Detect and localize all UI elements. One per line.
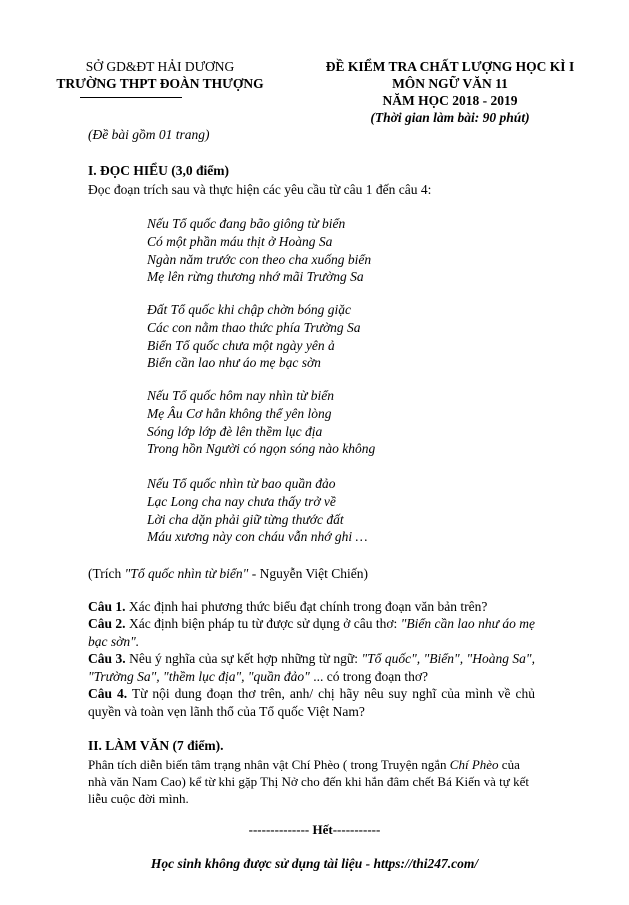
question-quote: "Tổ quốc", "Biển", "Hoàng Sa", "Trường Sa", "thềm lục địa", "quần đảo" bbox=[88, 651, 535, 684]
question-1: Câu 1. Xác định hai phương thức biểu đạt chính trong đoạn văn bản trên? bbox=[88, 599, 488, 614]
poem-line: Biển Tổ quốc chưa một ngày yên ả bbox=[147, 337, 335, 353]
poem-stanza-4 bbox=[147, 475, 367, 546]
question-label: Câu 3. bbox=[88, 651, 126, 666]
school-header bbox=[40, 58, 280, 92]
poem-line: Các con nằm thao thức phía Trường Sa bbox=[147, 319, 361, 335]
section2-title: II. LÀM VĂN (7 điểm). bbox=[88, 738, 224, 753]
poem-line: Mẹ lên rừng thương nhớ mãi Trường Sa bbox=[147, 269, 364, 285]
poem-line: Nếu Tổ quốc đang bão giông từ biển bbox=[147, 216, 346, 231]
question-label: Câu 2. bbox=[88, 616, 126, 631]
question-2: Câu 2. Xác định biện pháp tu từ được sử dụng ở câu thơ: "Biển cần lao như áo mẹ bạc sờn". bbox=[88, 616, 535, 649]
poem-line: Nếu Tổ quốc hôm nay nhìn từ biển bbox=[147, 388, 334, 403]
section2-prompt: Phân tích diễn biến tâm trạng nhân vật Chí Phèo ( trong Truyện ngắn Chí Phèo của nhà văn Nam Cao) kể từ khi gặp Thị Nở cho đến khi hắn đâm chết Bá Kiến và tự kết liễu cuộc đời mình. bbox=[88, 757, 529, 806]
poem-line: Lạc Long cha nay chưa thấy trở về bbox=[147, 493, 336, 509]
page-count-note: (Đề bài gồm 01 trang) bbox=[88, 127, 210, 142]
exam-year: NĂM HỌC 2018 - 2019 bbox=[382, 93, 518, 108]
section1-title: I. ĐỌC HIỂU (3,0 điểm) bbox=[88, 163, 229, 178]
exam-title: ĐỀ KIỂM TRA CHẤT LƯỢNG HỌC KÌ I bbox=[325, 59, 575, 74]
poem-line: Sóng lớp lớp đè lên thềm lục địa bbox=[147, 423, 323, 439]
poem-stanza-2 bbox=[147, 301, 361, 372]
poem-line: Trong hồn Người có ngọn sóng nào không bbox=[147, 441, 376, 457]
work-title: Chí Phèo bbox=[449, 757, 499, 772]
exam-duration: (Thời gian làm bài: 90 phút) bbox=[370, 110, 530, 125]
poem-line: Có một phần máu thịt ở Hoàng Sa bbox=[147, 233, 333, 249]
question-4: Câu 4. Từ nội dung đoạn thơ trên, anh/ chị hãy nêu suy nghĩ của mình về chủ quyền và toàn vẹn lãnh thổ của Tổ quốc Việt Nam? bbox=[88, 686, 535, 719]
question-quote: "Biển cần lao như áo mẹ bạc sờn". bbox=[88, 616, 535, 649]
poem-line: Mẹ Âu Cơ hẳn không thể yên lòng bbox=[147, 405, 332, 421]
poem-stanza-3 bbox=[147, 387, 375, 458]
poem-line: Lời cha dặn phải giữ từng thước đất bbox=[147, 511, 344, 527]
footer-note: Học sinh không được sử dụng tài liệu - https://thi247.com/ bbox=[150, 856, 479, 871]
question-label: Câu 1. bbox=[88, 599, 126, 614]
question-3: Câu 3. Nêu ý nghĩa của sự kết hợp những từ ngữ: "Tổ quốc", "Biển", "Hoàng Sa", "Trường Sa", "thềm lục địa", "quần đảo" ... có trong đoạn thơ? bbox=[88, 651, 535, 684]
poem-line: Đất Tổ quốc khi chập chờn bóng giặc bbox=[147, 302, 352, 317]
poem-line: Máu xương này con cháu vẫn nhớ ghi … bbox=[147, 529, 368, 545]
poem-source: (Trích "Tổ quốc nhìn từ biển" - Nguyễn Việt Chiến) bbox=[88, 566, 369, 581]
exam-subject: MÔN NGỮ VĂN 11 bbox=[392, 76, 508, 91]
question-label: Câu 4. bbox=[88, 686, 128, 701]
exam-header bbox=[290, 58, 610, 126]
poem-source-title: "Tổ quốc nhìn từ biển" bbox=[124, 566, 249, 581]
end-mark: -------------- Hết----------- bbox=[248, 822, 381, 837]
school-name: TRƯỜNG THPT ĐOÀN THƯỢNG bbox=[56, 76, 264, 91]
department-name: SỞ GD&ĐT HẢI DƯƠNG bbox=[85, 59, 235, 74]
section1-intro: Đọc đoạn trích sau và thực hiện các yêu cầu từ câu 1 đến câu 4: bbox=[88, 182, 432, 197]
poem-line: Biển cần lao như áo mẹ bạc sờn bbox=[147, 355, 321, 371]
poem-stanza-1 bbox=[147, 215, 371, 286]
header-underline bbox=[80, 97, 182, 98]
poem-line: Nếu Tổ quốc nhìn từ bao quần đảo bbox=[147, 476, 336, 491]
poem-line: Ngàn năm trước con theo cha xuống biển bbox=[147, 251, 372, 267]
